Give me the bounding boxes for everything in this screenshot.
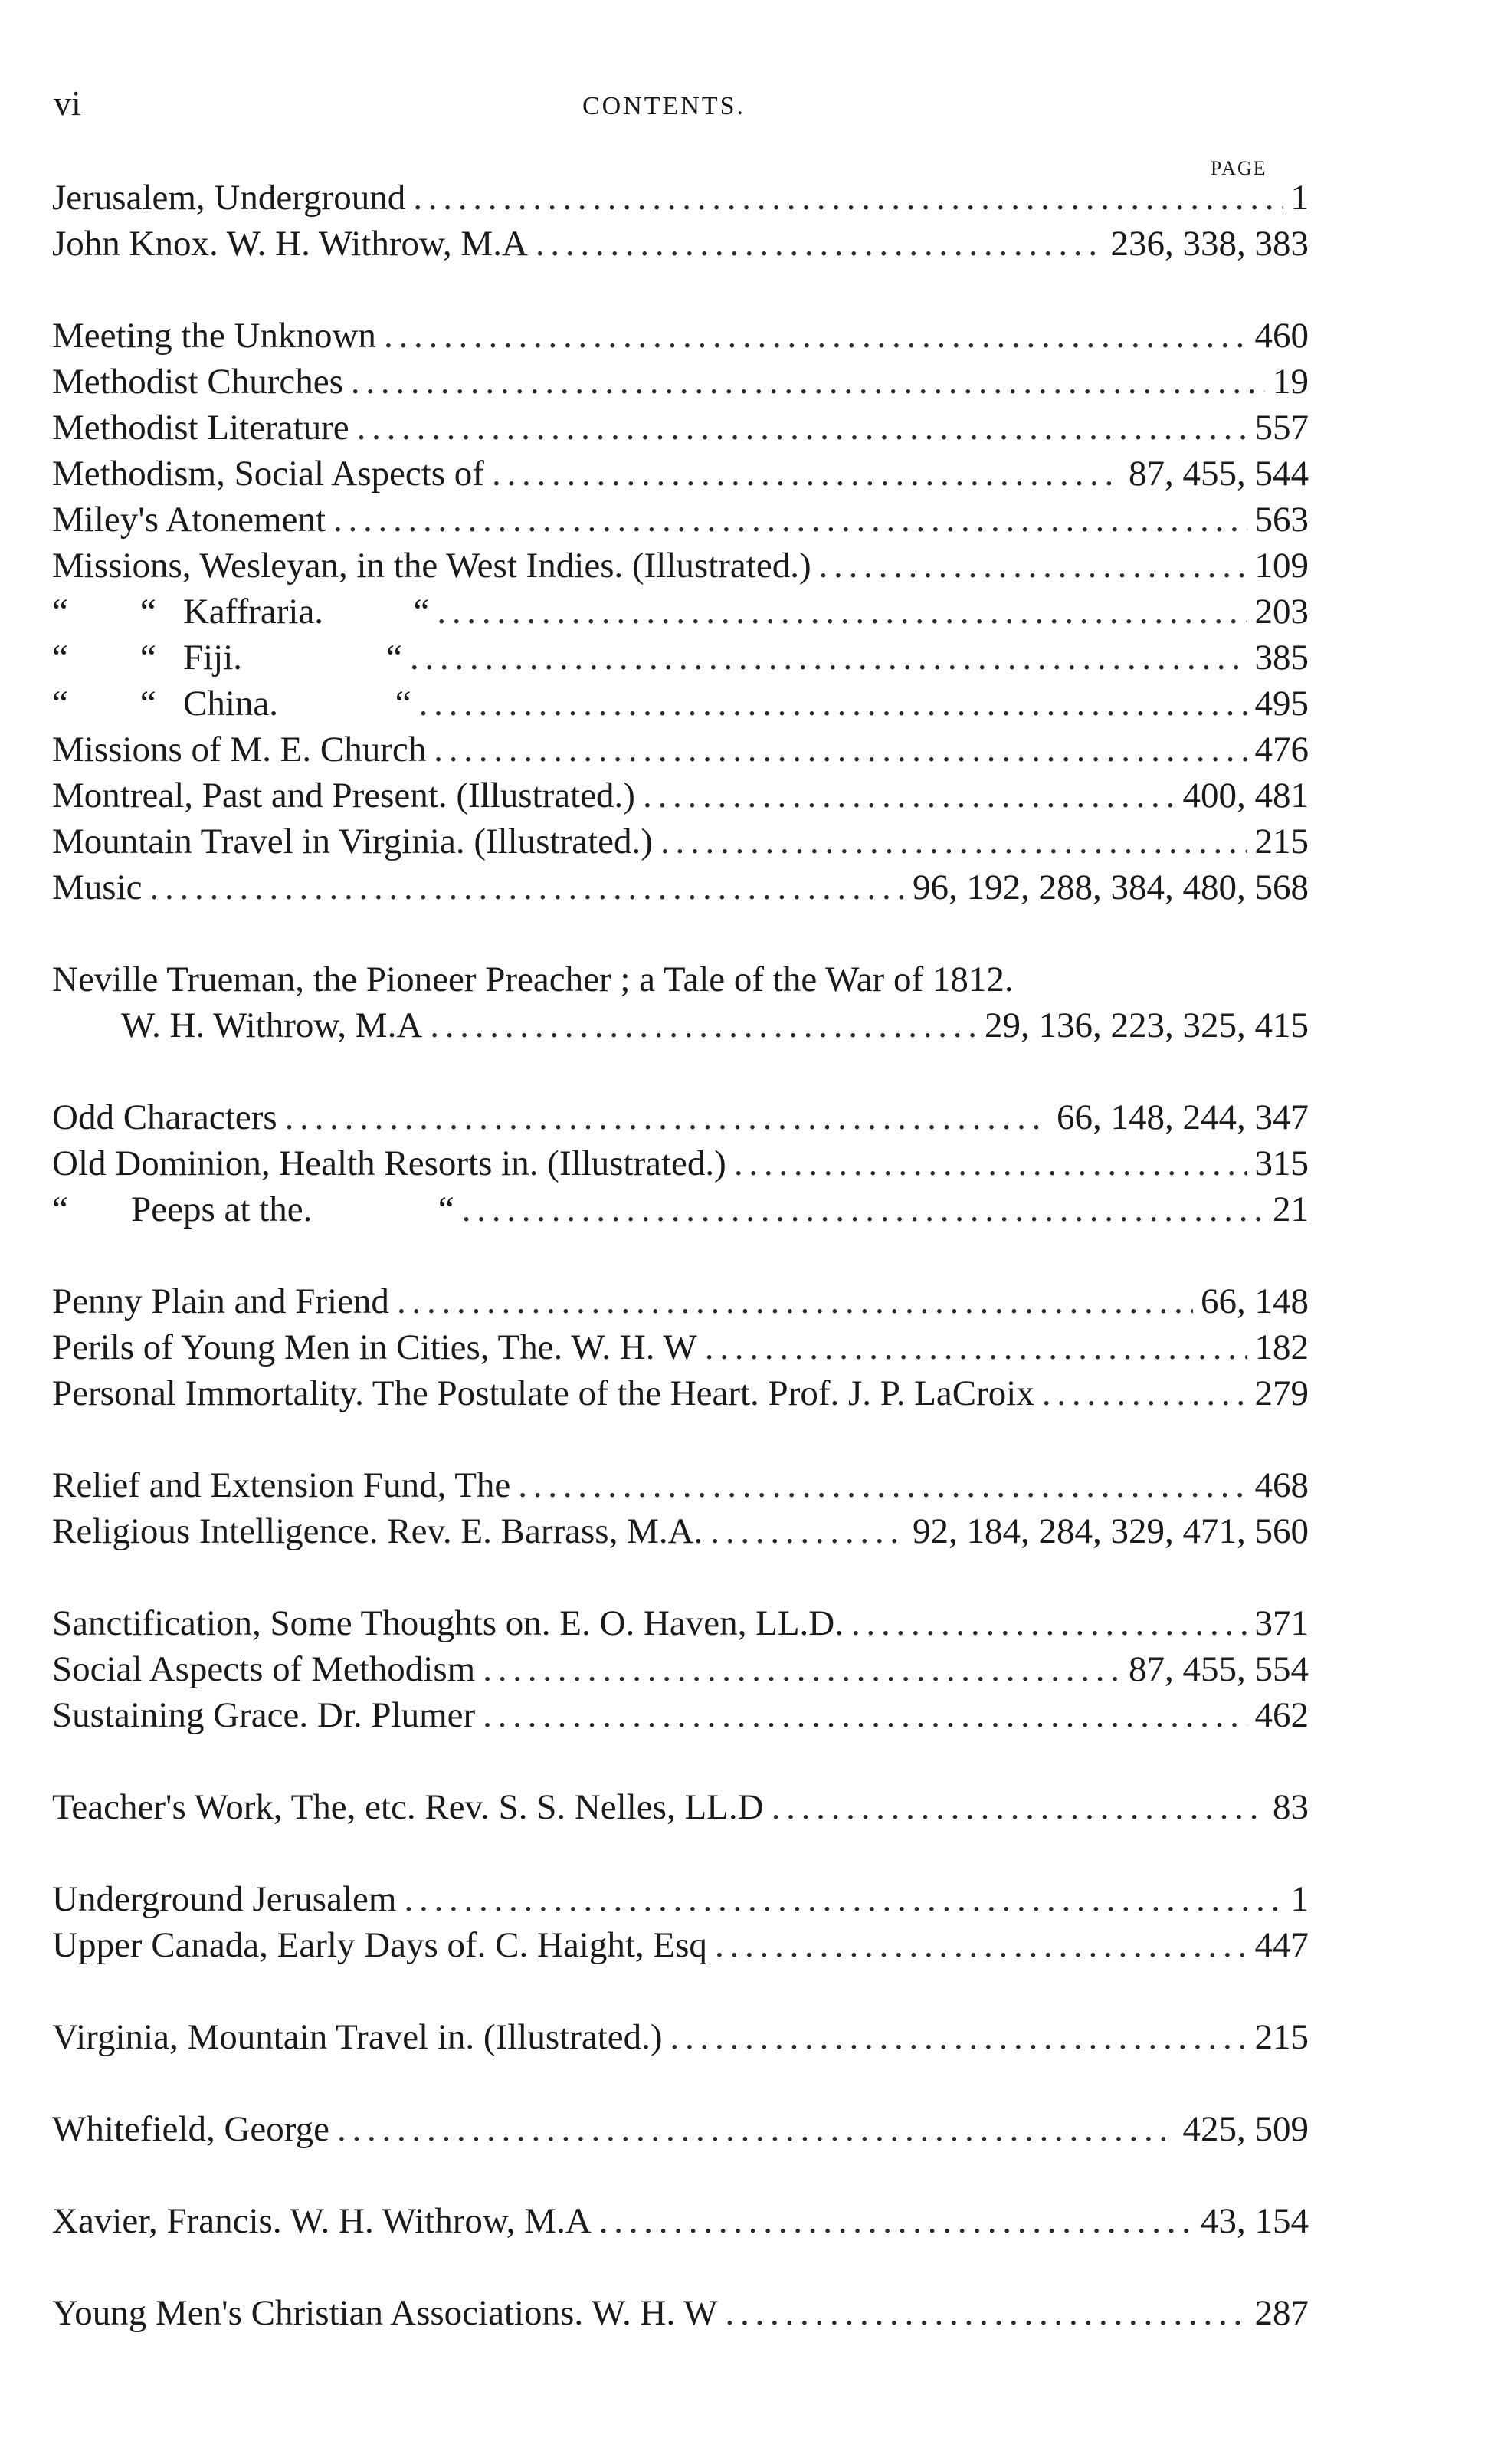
- toc-entry: [52, 2198, 1309, 2244]
- toc-entry: [52, 1462, 1309, 1508]
- toc-entry: [52, 1094, 1309, 1140]
- dot-leader: [404, 1876, 1283, 1922]
- toc-entry-title: Sanctification, Some Thoughts on. E. O. Haven, LL.D.: [52, 1603, 844, 1643]
- toc-entry: [52, 2106, 1309, 2152]
- toc-entry: [52, 313, 1309, 359]
- toc-entry-pages: 287: [1254, 2293, 1309, 2333]
- dot-leader: [643, 773, 1175, 819]
- toc-entry: [52, 1278, 1309, 1324]
- dot-leader: [419, 681, 1247, 727]
- dot-leader: [351, 359, 1265, 405]
- toc-entry-title: Mountain Travel in Virginia. (Illustrated.): [52, 822, 653, 861]
- toc-entry: [52, 1508, 1309, 1554]
- toc-entry-title: Meeting the Unknown: [52, 316, 376, 356]
- toc-entry-title: “ “ Kaffraria. “: [52, 592, 430, 632]
- toc-entry-title: Missions of M. E. Church: [52, 730, 427, 769]
- dot-leader: [430, 1002, 977, 1048]
- toc-entry-pages: 557: [1254, 408, 1309, 448]
- toc-entry: [52, 1922, 1309, 1968]
- dot-leader: [726, 2290, 1247, 2336]
- toc-entry-title: Methodist Churches: [52, 362, 343, 402]
- dot-leader: [413, 175, 1283, 221]
- dot-leader: [819, 543, 1247, 589]
- toc-entry-pages: 29, 136, 223, 325, 415: [985, 1006, 1309, 1045]
- toc-entry-pages: 19: [1273, 362, 1309, 402]
- toc-entry: [52, 451, 1309, 497]
- toc-entry-pages: 66, 148, 244, 347: [1057, 1097, 1309, 1137]
- toc-entry-pages: 462: [1254, 1695, 1309, 1735]
- dot-leader: [462, 1186, 1265, 1232]
- page-column-heading: PAGE: [1211, 157, 1267, 179]
- toc-entry-title: Odd Characters: [52, 1097, 277, 1137]
- toc-entry-title: Teacher's Work, The, etc. Rev. S. S. Nelles, LL.D: [52, 1787, 764, 1827]
- toc-entry: [52, 956, 1309, 1002]
- toc-entry-pages: 43, 154: [1201, 2201, 1309, 2241]
- toc-entry-title: Young Men's Christian Associations. W. H. W: [52, 2293, 718, 2333]
- toc-entry: [52, 1140, 1309, 1186]
- toc-entry-title: Penny Plain and Friend: [52, 1281, 389, 1321]
- dot-leader: [715, 1922, 1247, 1968]
- table-of-contents: [52, 175, 1309, 2336]
- toc-entry-pages: 279: [1254, 1373, 1309, 1413]
- toc-entry-title: Perils of Young Men in Cities, The. W. H. W: [52, 1327, 697, 1367]
- dot-leader: [437, 589, 1247, 635]
- toc-entry-pages: 400, 481: [1182, 776, 1309, 815]
- toc-entry-pages: 215: [1254, 2017, 1309, 2057]
- toc-entry-pages: 203: [1254, 592, 1309, 632]
- toc-entry-pages: 425, 509: [1182, 2109, 1309, 2149]
- toc-entry-pages: 563: [1254, 500, 1309, 540]
- toc-entry-title: Methodist Literature: [52, 408, 349, 448]
- toc-entry-pages: 109: [1254, 546, 1309, 586]
- toc-entry-title: Methodism, Social Aspects of: [52, 454, 484, 494]
- dot-leader: [772, 1784, 1265, 1830]
- toc-entry-pages: 21: [1273, 1189, 1309, 1229]
- dot-leader: [492, 451, 1121, 497]
- toc-entry-pages: 92, 184, 284, 329, 471, 560: [913, 1511, 1309, 1551]
- toc-entry-pages: 96, 192, 288, 384, 480, 568: [913, 868, 1309, 907]
- toc-entry-pages: 236, 338, 383: [1110, 224, 1309, 264]
- dot-leader: [150, 865, 906, 910]
- dot-leader: [410, 635, 1247, 681]
- toc-entry: [52, 1370, 1309, 1416]
- toc-entry: [52, 221, 1309, 267]
- toc-entry: [52, 1646, 1309, 1692]
- dot-leader: [434, 727, 1247, 773]
- page-number: vi: [54, 84, 81, 123]
- toc-entry-title: Miley's Atonement: [52, 500, 326, 540]
- dot-leader: [483, 1692, 1247, 1738]
- toc-entry-title: Music: [52, 868, 143, 907]
- toc-entry-title: W. H. Withrow, M.A: [121, 1006, 423, 1045]
- toc-entry-title: “ “ China. “: [52, 684, 411, 723]
- toc-entry-pages: 87, 455, 554: [1129, 1649, 1309, 1689]
- toc-entry-title: Missions, Wesleyan, in the West Indies. (Illustrated.): [52, 546, 811, 586]
- toc-entry-pages: 182: [1254, 1327, 1309, 1367]
- dot-leader: [285, 1094, 1049, 1140]
- toc-entry-title: “ Peeps at the. “: [52, 1189, 454, 1229]
- toc-entry: [52, 773, 1309, 819]
- toc-entry-title: “ “ Fiji. “: [52, 638, 402, 678]
- toc-entry: [52, 175, 1309, 221]
- toc-entry-title: Xavier, Francis. W. H. Withrow, M.A: [52, 2201, 592, 2241]
- dot-leader: [397, 1278, 1193, 1324]
- toc-entry: [52, 359, 1309, 405]
- toc-entry: [52, 2290, 1309, 2336]
- toc-entry-pages: 447: [1254, 1925, 1309, 1965]
- toc-entry: [52, 635, 1309, 681]
- toc-entry: [52, 865, 1309, 910]
- toc-entry-pages: 1: [1290, 178, 1309, 218]
- toc-entry-title: Neville Trueman, the Pioneer Preacher ; a Tale of the War of 1812.: [52, 960, 1014, 999]
- running-head: CONTENTS.: [582, 92, 746, 120]
- toc-entry-title: Underground Jerusalem: [52, 1879, 397, 1919]
- toc-entry-title: John Knox. W. H. Withrow, M.A: [52, 224, 528, 264]
- toc-entry-pages: 385: [1254, 638, 1309, 678]
- toc-entry-title: Upper Canada, Early Days of. C. Haight, Esq: [52, 1925, 707, 1965]
- dot-leader: [337, 2106, 1175, 2152]
- toc-entry-title: Personal Immortality. The Postulate of the Heart. Prof. J. P. LaCroix: [52, 1373, 1034, 1413]
- toc-entry-pages: 371: [1254, 1603, 1309, 1643]
- dot-leader: [357, 405, 1247, 451]
- dot-leader: [705, 1324, 1247, 1370]
- toc-entry-pages: 468: [1254, 1465, 1309, 1505]
- toc-entry: [52, 727, 1309, 773]
- toc-entry-title: Religious Intelligence. Rev. E. Barrass, M.A.: [52, 1511, 703, 1551]
- toc-entry: [52, 497, 1309, 543]
- toc-entry-pages: 215: [1254, 822, 1309, 861]
- toc-entry-title: Whitefield, George: [52, 2109, 329, 2149]
- toc-entry-pages: 495: [1254, 684, 1309, 723]
- dot-leader: [710, 1508, 905, 1554]
- toc-entry-title: Old Dominion, Health Resorts in. (Illustrated.): [52, 1143, 726, 1183]
- toc-entry-title: Montreal, Past and Present. (Illustrated.): [52, 776, 635, 815]
- dot-leader: [599, 2198, 1193, 2244]
- dot-leader: [1042, 1370, 1247, 1416]
- dot-leader: [483, 1646, 1121, 1692]
- dot-leader: [734, 1140, 1247, 1186]
- toc-entry: [52, 1002, 1309, 1048]
- toc-entry: [52, 405, 1309, 451]
- dot-leader: [518, 1462, 1247, 1508]
- dot-leader: [851, 1600, 1247, 1646]
- dot-leader: [670, 2014, 1247, 2060]
- toc-entry-pages: 460: [1254, 316, 1309, 356]
- toc-entry-pages: 87, 455, 544: [1129, 454, 1309, 494]
- toc-entry-pages: 1: [1290, 1879, 1309, 1919]
- toc-entry: [52, 2014, 1309, 2060]
- toc-entry-title: Social Aspects of Methodism: [52, 1649, 476, 1689]
- toc-entry: [52, 543, 1309, 589]
- dot-leader: [384, 313, 1247, 359]
- toc-entry-title: Relief and Extension Fund, The: [52, 1465, 511, 1505]
- toc-entry-pages: 315: [1254, 1143, 1309, 1183]
- toc-entry: [52, 1324, 1309, 1370]
- dot-leader: [333, 497, 1247, 543]
- toc-entry-pages: 66, 148: [1201, 1281, 1309, 1321]
- dot-leader: [660, 819, 1247, 865]
- toc-entry-title: Sustaining Grace. Dr. Plumer: [52, 1695, 476, 1735]
- toc-entry: [52, 1784, 1309, 1830]
- toc-entry: [52, 819, 1309, 865]
- toc-entry: [52, 1186, 1309, 1232]
- toc-entry-pages: 476: [1254, 730, 1309, 769]
- toc-entry: [52, 1600, 1309, 1646]
- toc-entry: [52, 1692, 1309, 1738]
- dot-leader: [536, 221, 1103, 267]
- toc-entry: [52, 681, 1309, 727]
- toc-entry-title: Virginia, Mountain Travel in. (Illustrated.): [52, 2017, 663, 2057]
- toc-entry: [52, 1876, 1309, 1922]
- toc-entry-title: Jerusalem, Underground: [52, 178, 406, 218]
- toc-entry: [52, 589, 1309, 635]
- toc-entry-pages: 83: [1273, 1787, 1309, 1827]
